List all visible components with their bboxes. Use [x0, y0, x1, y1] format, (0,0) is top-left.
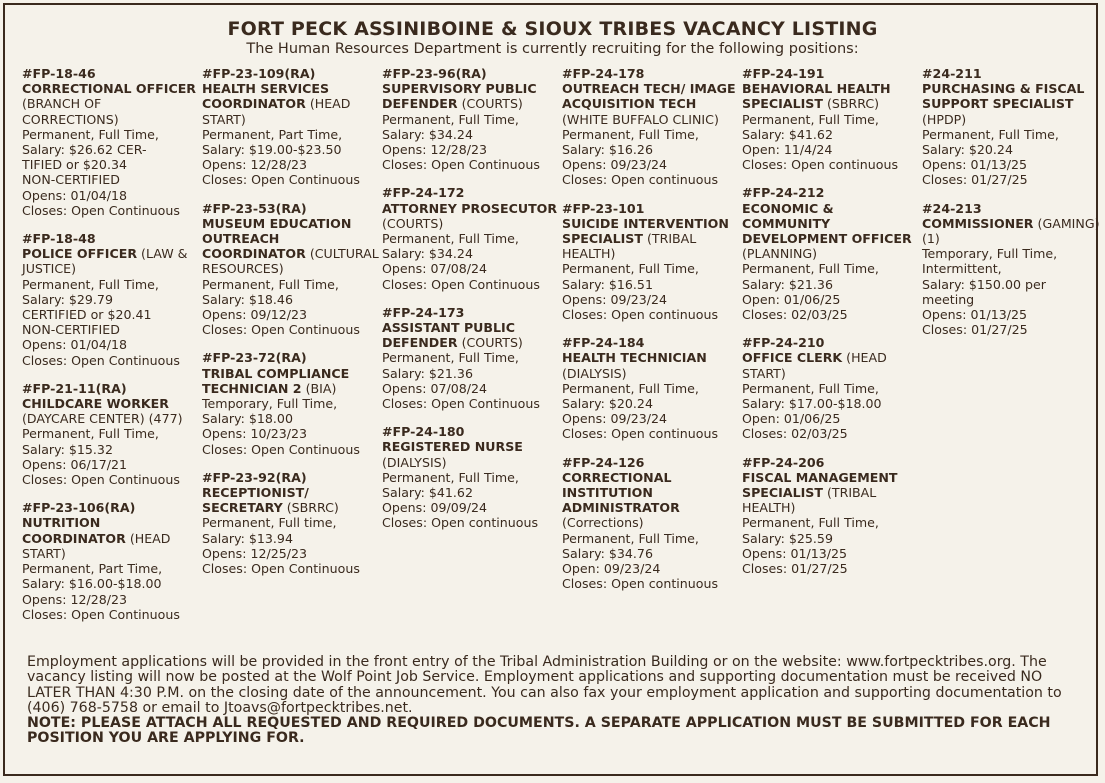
job-detail-line: Opens: 12/28/23: [202, 157, 308, 173]
job-detail-line: Salary: $16.51: [562, 276, 653, 292]
job-heading: [922, 81, 1100, 127]
job-detail-line: Closes: Open Continuous: [202, 561, 360, 577]
job-detail-line: NON-CERTIFIED: [22, 172, 120, 188]
job-detail-line: Permanent, Full Time,: [382, 469, 519, 485]
job-department: (HEAD START): [202, 96, 351, 127]
job-listing: [922, 201, 1100, 338]
job-detail-line: Permanent, Full Time,: [382, 350, 519, 366]
job-detail-line: Opens: 01/13/25: [742, 545, 848, 561]
job-code: #FP-23-92(RA): [202, 469, 307, 485]
job-department: (CULTURAL RESOURCES): [202, 246, 379, 277]
job-detail-line: Permanent, Full Time,: [202, 276, 339, 292]
job-title: BEHAVIORAL HEALTH SPECIALIST: [742, 81, 891, 112]
job-detail-line: Permanent, Full time,: [202, 515, 337, 531]
job-department: (HEAD START): [22, 530, 171, 561]
job-listing: [22, 66, 200, 218]
job-listing: [202, 470, 380, 576]
job-department: (DIALYSIS): [562, 365, 627, 381]
job-detail-line: Opens: 01/04/18: [22, 337, 128, 353]
job-detail-line: Opens: 09/12/23: [202, 307, 308, 323]
job-detail-line: TIFIED or $20.34: [22, 157, 127, 173]
job-listing: [22, 381, 200, 487]
job-listing: [562, 66, 740, 188]
job-detail-line: Permanent, Full Time,: [562, 380, 699, 396]
job-detail-line: Opens: 09/23/24: [562, 291, 668, 307]
job-title: TRIBAL COMPLIANCE TECHNICIAN 2: [202, 365, 350, 396]
job-department: (DAYCARE CENTER) (477): [22, 411, 183, 427]
job-heading: [202, 81, 380, 127]
job-detail-line: Opens: 06/17/21: [22, 456, 128, 472]
job-code: #FP-24-172: [382, 185, 465, 201]
job-title: NUTRITION COORDINATOR: [22, 515, 126, 546]
vacancy-column: [742, 66, 920, 589]
job-code: #FP-24-206: [742, 454, 825, 470]
job-heading: [742, 470, 920, 516]
job-title: OFFICE CLERK: [742, 350, 843, 366]
job-detail-line: Permanent, Full Time,: [382, 231, 519, 247]
footer: [27, 655, 1087, 747]
job-department: (TRIBAL HEALTH): [742, 485, 877, 516]
job-department: (COURTS): [461, 96, 523, 112]
job-detail-line: Opens: 07/08/24: [382, 380, 488, 396]
job-detail-line: Salary: $18.00: [202, 411, 293, 427]
job-title: OUTREACH TECH/ IMAGE ACQUISITION TECH: [562, 81, 736, 112]
job-detail-line: Opens: 12/28/23: [382, 142, 488, 158]
job-detail-line: Permanent, Full Time,: [742, 380, 879, 396]
job-detail-line: Permanent, Full Time,: [922, 126, 1059, 142]
job-detail-line: Salary: $34.24: [382, 126, 473, 142]
job-title: ECONOMIC & COMMUNITY DEVELOPMENT OFFICER: [742, 200, 912, 247]
job-title: FISCAL MANAGEMENT SPECIALIST: [742, 469, 898, 501]
job-detail-line: Closes: Open Continuous: [382, 276, 540, 292]
job-detail-line: Salary: $13.94: [202, 530, 293, 546]
job-code: #FP-24-126: [562, 454, 645, 470]
job-listing: [382, 185, 560, 291]
job-detail-line: Opens: 01/13/25: [922, 157, 1028, 173]
job-code: #FP-23-53(RA): [202, 200, 307, 216]
job-detail-line: Salary: $34.24: [382, 246, 473, 262]
job-detail-line: Closes: Open Continuous: [202, 322, 360, 338]
job-code: #24-213: [922, 200, 982, 216]
job-detail-line: Open: 01/06/25: [742, 291, 841, 307]
job-detail-line: Permanent, Full Time,: [382, 111, 519, 127]
job-detail-line: Permanent, Part Time,: [22, 561, 163, 577]
job-heading: [562, 470, 740, 531]
job-heading: [202, 485, 380, 515]
vacancy-column: [562, 66, 740, 605]
job-code: #FP-24-184: [562, 335, 645, 351]
job-department: (GAMING) (1): [922, 215, 1100, 247]
job-detail-line: Salary: $26.62 CER-: [22, 142, 147, 158]
job-department: (DIALYSIS): [382, 454, 447, 470]
job-detail-line: Opens: 12/25/23: [202, 545, 308, 561]
job-detail-line: Permanent, Full Time,: [562, 261, 699, 277]
job-detail-line: Opens: 01/04/18: [22, 187, 128, 203]
job-code: #FP-23-72(RA): [202, 350, 307, 366]
job-title: CORRECTIONAL OFFICER: [22, 81, 197, 97]
job-detail-line: Closes: Open Continuous: [22, 606, 180, 622]
job-detail-line: Salary: $18.46: [202, 291, 293, 307]
job-detail-line: Closes: 02/03/25: [742, 426, 848, 442]
job-title: ATTORNEY PROSECUTOR: [382, 200, 558, 216]
job-code: #FP-18-48: [22, 231, 96, 247]
job-detail-line: Salary: $150.00 per meeting: [922, 276, 1046, 307]
job-department: (Corrections): [562, 515, 644, 531]
job-title: POLICE OFFICER: [22, 246, 138, 262]
job-detail-line: Permanent, Full Time,: [742, 111, 879, 127]
job-department: (COURTS): [382, 215, 444, 231]
job-detail-line: Closes: Open Continuous: [382, 396, 540, 412]
job-listing: [382, 66, 560, 172]
job-detail-line: Temporary, Full Time,: [202, 396, 338, 412]
job-detail-line: Open: 09/23/24: [562, 561, 661, 577]
job-listing: [202, 66, 380, 188]
job-code: #FP-21-11(RA): [22, 380, 127, 396]
job-heading: [22, 81, 200, 127]
page-title: FORT PECK ASSINIBOINE & SIOUX TRIBES VACANCY LISTING: [227, 18, 878, 40]
job-code: #FP-24-173: [382, 304, 465, 320]
job-detail-line: Temporary, Full Time, Intermittent,: [922, 246, 1058, 277]
job-listing: [562, 201, 740, 323]
job-heading: [382, 320, 560, 350]
job-detail-line: Salary: $17.00-$18.00: [742, 396, 882, 412]
job-code: #FP-23-96(RA): [382, 66, 487, 81]
job-department: (HEAD START): [742, 350, 887, 381]
job-department: (HPDP): [922, 111, 967, 127]
job-detail-line: Closes: Open continuous: [562, 576, 719, 592]
job-detail-line: Closes: Open Continuous: [22, 352, 180, 368]
job-detail-line: Closes: 02/03/25: [742, 307, 848, 323]
job-detail-line: Opens: 07/08/24: [382, 261, 488, 277]
job-detail-line: Salary: $20.24: [922, 142, 1013, 158]
job-code: #FP-23-106(RA): [22, 500, 136, 516]
job-code: #FP-18-46: [22, 66, 96, 81]
vacancy-column: [382, 66, 560, 544]
job-code: #FP-24-212: [742, 185, 825, 201]
job-listing: [202, 201, 380, 338]
job-heading: [382, 439, 560, 469]
job-heading: [562, 216, 740, 262]
job-heading: [22, 515, 200, 561]
job-listing: [202, 350, 380, 456]
footer-text: Employment applications will be provided in the front entry of the Tribal Administration Building or on the website: www.fortpecktribes.org. The vacancy listing will now be posted at the Wolf Point Job Service. Employment applications and supporting documentation must be received NO LATER THAN 4:30 P.M. on the closing date of the announcement. You can also fax your employment application and supporting documentation to (406) 768-5758 or email to Jtoavs@fortpecktribes.net.: [27, 654, 1062, 716]
job-detail-line: Closes: Open continuous: [562, 307, 719, 323]
job-detail-line: Opens: 12/28/23: [22, 591, 128, 607]
job-code: #FP-24-178: [562, 66, 645, 81]
job-detail-line: Salary: $19.00-$23.50: [202, 142, 342, 158]
job-heading: [202, 366, 380, 396]
footer-note: NOTE: PLEASE ATTACH ALL REQUESTED AND REQUIRED DOCUMENTS. A SEPARATE APPLICATION MUST BE SUBMITTED FOR EACH POSITION YOU ARE APPLYING FOR.: [27, 715, 1051, 747]
job-title: HEALTH TECHNICIAN: [562, 350, 707, 366]
job-department: (BRANCH OF CORRECTIONS): [22, 96, 119, 127]
job-department: (BIA): [305, 380, 337, 396]
job-heading: [382, 81, 560, 111]
job-detail-line: Salary: $41.62: [742, 126, 833, 142]
job-listing: [742, 455, 920, 577]
job-listing: [382, 305, 560, 411]
job-detail-line: Permanent, Full Time,: [22, 426, 159, 442]
job-detail-line: Salary: $29.79: [22, 291, 113, 307]
job-detail-line: Opens: 01/13/25: [922, 307, 1028, 323]
page-subtitle: The Human Resources Department is currently recruiting for the following positions:: [246, 41, 859, 57]
job-listing: [742, 335, 920, 441]
job-detail-line: Permanent, Full Time,: [562, 126, 699, 142]
job-code: #FP-24-210: [742, 335, 825, 351]
job-department: (LAW & JUSTICE): [22, 246, 188, 277]
job-listing: [562, 335, 740, 441]
job-department: (TRIBAL HEALTH): [562, 231, 697, 262]
job-code: #FP-24-180: [382, 424, 465, 440]
job-code: #FP-23-109(RA): [202, 66, 316, 81]
job-detail-line: Permanent, Full Time,: [22, 126, 159, 142]
job-heading: [22, 396, 200, 426]
job-detail-line: Salary: $21.36: [742, 276, 833, 292]
job-listing: [742, 185, 920, 322]
job-detail-line: Permanent, Full Time,: [742, 515, 879, 531]
job-heading: [22, 246, 200, 276]
job-detail-line: Opens: 10/23/23: [202, 426, 308, 442]
job-heading: [742, 81, 920, 111]
job-title: HEALTH SERVICES COORDINATOR: [202, 81, 330, 112]
job-heading: [382, 201, 560, 231]
job-department: (WHITE BUFFALO CLINIC): [562, 111, 719, 127]
job-detail-line: Salary: $25.59: [742, 530, 833, 546]
job-detail-line: Salary: $16.00-$18.00: [22, 576, 162, 592]
job-detail-line: Closes: Open Continuous: [22, 472, 180, 488]
job-title: CHILDCARE WORKER: [22, 396, 169, 412]
job-detail-line: Salary: $34.76: [562, 545, 653, 561]
job-detail-line: Closes: Open Continuous: [202, 172, 360, 188]
job-department: (SBRRC): [286, 500, 339, 516]
job-department: (PLANNING): [742, 246, 818, 262]
job-detail-line: Opens: 09/23/24: [562, 157, 668, 173]
job-listing: [22, 231, 200, 368]
job-heading: [562, 81, 740, 127]
job-detail-line: Closes: Open Continuous: [22, 202, 180, 218]
job-department: (COURTS): [461, 335, 523, 351]
job-detail-line: Closes: 01/27/25: [742, 561, 848, 577]
job-title: RECEPTIONIST/ SECRETARY: [202, 485, 309, 516]
job-detail-line: Closes: 01/27/25: [922, 172, 1028, 188]
job-detail-line: Permanent, Part Time,: [202, 126, 343, 142]
job-code: #FP-23-101: [562, 200, 645, 216]
job-listing: [562, 455, 740, 592]
job-heading: [922, 216, 1100, 246]
job-title: COMMISSIONER: [922, 215, 1034, 231]
job-listing: [742, 66, 920, 172]
job-detail-line: Permanent, Full Time,: [22, 276, 159, 292]
job-detail-line: Opens: 09/23/24: [562, 411, 668, 427]
vacancy-column: [202, 66, 380, 589]
job-department: (SBRRC): [826, 96, 880, 112]
job-detail-line: Salary: $20.24: [562, 396, 653, 412]
job-detail-line: Closes: Open continuous: [742, 157, 899, 173]
job-detail-line: Salary: $21.36: [382, 365, 473, 381]
job-detail-line: Opens: 09/09/24: [382, 500, 488, 516]
job-detail-line: Closes: Open continuous: [562, 172, 719, 188]
job-listing: [22, 500, 200, 622]
job-title: SUICIDE INTERVENTION SPECIALIST: [562, 215, 729, 247]
job-detail-line: Closes: Open continuous: [562, 426, 719, 442]
job-detail-line: Salary: $16.26: [562, 142, 653, 158]
job-title: CORRECTIONAL INSTITUTION ADMINISTRATOR: [562, 469, 680, 516]
job-code: #FP-24-191: [742, 66, 825, 81]
job-listing: [922, 66, 1100, 188]
job-detail-line: Closes: Open Continuous: [382, 157, 540, 173]
job-code: #24-211: [922, 66, 982, 81]
job-detail-line: Closes: Open continuous: [382, 515, 539, 531]
job-heading: [742, 201, 920, 262]
job-heading: [202, 216, 380, 277]
job-detail-line: Closes: 01/27/25: [922, 322, 1028, 338]
vacancy-column: [922, 66, 1100, 350]
job-title: PURCHASING & FISCAL SUPPORT SPECIALIST: [922, 81, 1085, 112]
job-detail-line: Open: 01/06/25: [742, 411, 841, 427]
job-title: SUPERVISORY PUBLIC DEFENDER: [382, 81, 537, 112]
job-title: ASSISTANT PUBLIC DEFENDER: [382, 320, 515, 351]
job-heading: [742, 350, 920, 380]
job-detail-line: NON-CERTIFIED: [22, 322, 120, 338]
job-listing: [382, 424, 560, 530]
job-detail-line: Open: 11/4/24: [742, 142, 833, 158]
job-detail-line: CERTIFIED or $20.41: [22, 307, 152, 323]
job-title: REGISTERED NURSE: [382, 439, 523, 455]
job-detail-line: Permanent, Full Time,: [742, 261, 879, 277]
job-detail-line: Salary: $15.32: [22, 441, 113, 457]
job-detail-line: Permanent, Full Time,: [562, 530, 699, 546]
job-heading: [562, 350, 740, 380]
job-detail-line: Salary: $41.62: [382, 485, 473, 501]
job-title: MUSEUM EDUCATION OUTREACH COORDINATOR: [202, 215, 352, 262]
job-detail-line: Closes: Open Continuous: [202, 441, 360, 457]
vacancy-column: [22, 66, 200, 635]
